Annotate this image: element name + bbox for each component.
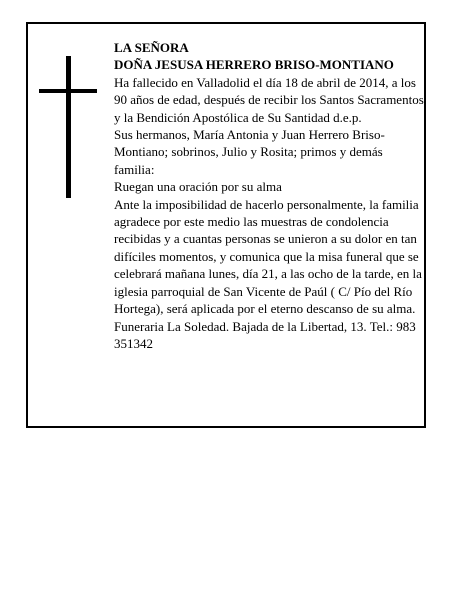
- family-members: Sus hermanos, María Antonia y Juan Herrero Briso-Montiano; sobrinos, Julio y Rosita; primos y demás familia:: [114, 127, 385, 177]
- cross-vertical-bar: [66, 56, 71, 198]
- funeral-home-contact: Funeraria La Soledad. Bajada de la Libertad, 13. Tel.: 983 351342: [114, 318, 416, 351]
- obituary-notice: [26, 22, 426, 428]
- cross-horizontal-bar: [39, 89, 97, 93]
- deceased-name: DOÑA JESUSA HERRERO BRISO-MONTIANO: [114, 57, 394, 73]
- cross-icon: [39, 56, 97, 198]
- notice-text: [114, 39, 424, 352]
- funeral-mass-details: Ante la imposibilidad de hacerlo personalmente, la familia agradece por este medio las muestras de condolencia recibidas y a cuantas personas se unieron a su dolor en tan difíciles momentos, y comunica que la misa funeral que se celebrará mañana lunes, día 21, a las ocho de la tarde, en la iglesia parroquial de San Vicente de Paúl ( C/ Pío del Río Hortega), será aplicada por el eterno descanso de su alma.: [114, 196, 422, 317]
- notice-title: LA SEÑORA: [114, 40, 189, 55]
- prayer-request: Ruegan una oración por su alma: [114, 179, 282, 195]
- death-announcement: Ha fallecido en Valladolid el día 18 de abril de 2014, a los 90 años de edad, después de recibir los Santos Sacramentos y la Bendición Apostólica de Su Santidad d.e.p.: [114, 74, 424, 125]
